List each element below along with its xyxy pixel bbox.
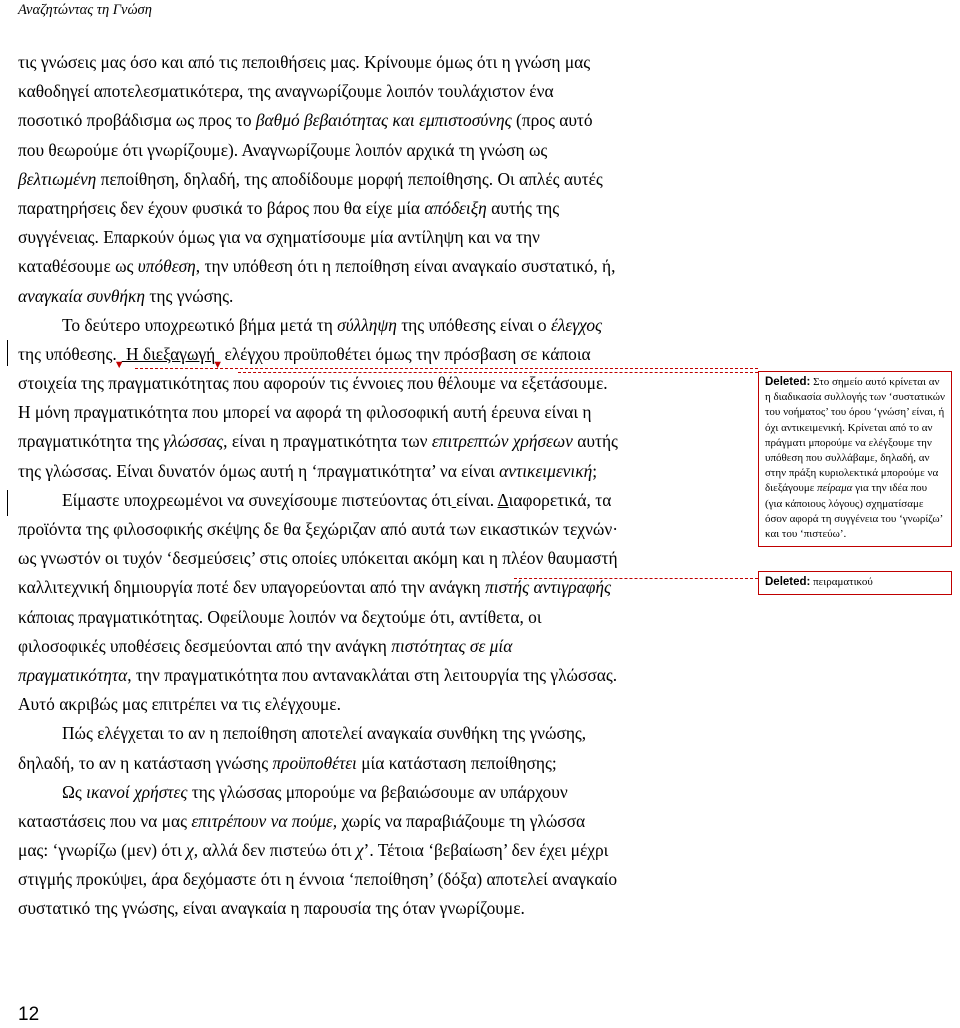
text-line: της $\upsilon\pi ό\theta\varepsilon\sigma\eta\varsigma._▼$ Η διεξαγωγή$_▼$ ελέγχου προϋποθέτει όμως την πρόσβαση σε κάποια	[18, 343, 591, 371]
text-line: κάποιας πραγματικότητας. Οφείλουμε λοιπόν να δεχτούμε ότι, αντίθετα, οι	[18, 606, 542, 627]
text-line: στιγμής προκύψει, άρα δεχόμαστε ότι η έννοια ‘πεποίθηση’ (δόξα) αποτελεί αναγκαίο	[18, 869, 618, 890]
text-line: Πώς ελέγχεται το αν η πεποίθηση αποτελεί αναγκαία συνθήκη της γνώσης,	[62, 723, 587, 744]
text-line: καθοδηγεί αποτελεσματικότερα, της αναγνωρίζουμε λοιπόν τουλάχιστον ένα	[18, 81, 554, 102]
text-line: καταστάσεις που να μας επιτρέπουν να πούμε, χωρίς να παραβιάζουμε τη γλώσσα	[18, 810, 586, 831]
inserted-text: Η διεξαγωγή	[121, 343, 216, 364]
deletion-caret-icon[interactable]: ▼	[113, 358, 125, 371]
body-text	[18, 48, 718, 924]
text-line: Το δεύτερο υποχρεωτικό βήμα μετά τη σύλληψη της υπόθεσης είναι ο έλεγχος	[62, 314, 603, 335]
deletion-caret-icon[interactable]: ▼	[212, 358, 224, 371]
text-line: συστατικό της γνώσης, είναι αναγκαία η παρουσία της όταν γνωρίζουμε.	[18, 898, 525, 919]
comment-connector	[735, 578, 758, 579]
text-line: πραγματικότητα της γλώσσας, είναι η πραγματικότητα των επιτρεπτών χρήσεων αυτής	[18, 431, 618, 452]
text-line: ως γνωστόν οι τυχόν ‘δεσμεύσεις’ στις οποίες υπόκειται ακόμη και η πλέον θαυμαστή	[18, 548, 618, 569]
text-line: βελτιωμένη πεποίθηση, δηλαδή, της αποδίδουμε μορφή πεποίθησης. Οι απλές αυτές	[18, 168, 603, 189]
text-line: της γλώσσας. Είναι δυνατόν όμως αυτή η ‘πραγματικότητα’ να είναι αντικειμενική;	[18, 460, 598, 481]
deleted-comment-balloon[interactable]: Deleted: Στο σημείο αυτό κρίνεται αν η διαδικασία συλλογής των ‘συστατικών του νοήματος’ του όρου ‘γνώση’ είναι, ή όχι αντικειμενική. Κρίνεται από το αν πράγματι μπορούμε να ελέγξουμε την υπόθεση που συλλάβαμε, δηλαδή, αν στην πράξη κυριολεκτικά μπορούμε να διεξάγουμε πείραμα για την ιδέα που (για κάποιους λόγους) σχηματίσαμε όσον αφορά τη συγγένεια του ‘γνωρίζω’ και του ‘πιστεύω’.	[758, 371, 952, 547]
text-line: πραγματικότητα, την πραγματικότητα που αντανακλάται στη λειτουργία της γλώσσας.	[18, 664, 618, 685]
text-line: παρατηρήσεις δεν έχουν φυσικά το βάρος που θα είχε μία απόδειξη αυτής της	[18, 197, 560, 218]
change-bar	[7, 340, 8, 366]
text-line: Είμαστε υποχρεωμένοι να συνεχίσουμε πιστεύοντας ότι είναι. Διαφορετικά, τα	[62, 489, 612, 510]
text-line: μας: ‘γνωρίζω (μεν) ότι χ, αλλά δεν πιστεύω ότι χ’. Τέτοια ‘βεβαίωση’ δεν έχει μέχρι	[18, 840, 609, 861]
text-line: Η μόνη πραγματικότητα που μπορεί να αφορά τη φιλοσοφική αυτή έρευνα είναι η	[18, 402, 592, 423]
text-line: καλλιτεχνική δημιουργία ποτέ δεν υπαγορεύονται από την ανάγκη πιστής αντιγραφής	[18, 577, 612, 598]
comment-connector	[135, 368, 758, 369]
text-line: Ως ικανοί χρήστες της γλώσσας μπορούμε να βεβαιώσουμε αν υπάρχουν	[62, 781, 568, 802]
running-header: Αναζητώντας τη Γνώση	[18, 2, 152, 18]
page-number: 12	[18, 1004, 40, 1025]
comment-connector	[514, 578, 758, 579]
text-line: Αυτό ακριβώς μας επιτρέπει να τις ελέγχουμε.	[18, 694, 342, 715]
text-line: φιλοσοφικές υποθέσεις δεσμεύονται από την ανάγκη πιστότητας σε μία	[18, 635, 513, 656]
text-line: καταθέσουμε ως υπόθεση, την υπόθεση ότι η πεποίθηση είναι αναγκαίο συστατικό, ή,	[18, 256, 616, 277]
text-line: ποσοτικό προβάδισμα ως προς το βαθμό βεβαιότητας και εμπιστοσύνης (προς αυτό	[18, 110, 593, 131]
comment-connector	[238, 372, 758, 373]
text-line: προϊόντα της φιλοσοφικής σκέψης δε θα ξεχώριζαν από αυτά των εικαστικών τεχνών·	[18, 519, 618, 539]
text-line: που θεωρούμε ότι γνωρίζουμε). Αναγνωρίζουμε λοιπόν αρχικά τη γνώση ως	[18, 139, 548, 160]
change-bar	[7, 490, 8, 516]
text-line: στοιχεία της πραγματικότητας που αφορούν τις έννοιες που θέλουμε να εξετάσουμε.	[18, 373, 608, 394]
text-line: αναγκαία συνθήκη της γνώσης.	[18, 285, 234, 306]
text-line: δηλαδή, το αν η κατάσταση γνώσης προϋποθέτει μία κατάσταση πεποίθησης;	[18, 752, 557, 773]
text-line: τις γνώσεις μας όσο και από τις πεποιθήσεις μας. Κρίνουμε όμως ότι η γνώση μας	[18, 52, 591, 72]
deleted-comment-balloon[interactable]: Deleted: πειραματικού	[758, 571, 952, 595]
text-line: συγγένειας. Επαρκούν όμως για να σχηματίσουμε μία αντίληψη και να την	[18, 227, 540, 248]
